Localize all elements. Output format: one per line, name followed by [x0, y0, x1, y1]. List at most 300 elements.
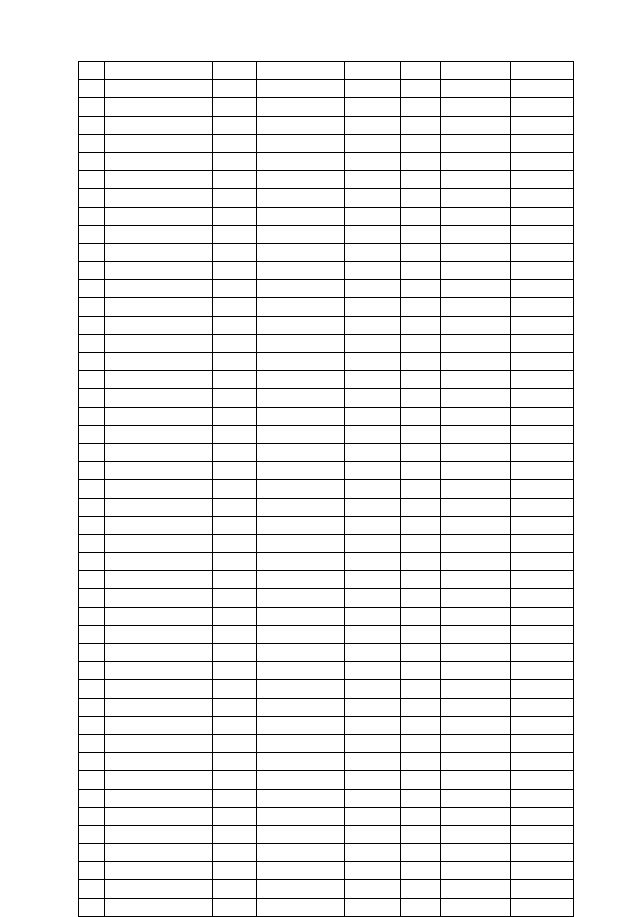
rate-cell	[441, 716, 511, 734]
row-number	[79, 298, 105, 316]
row-number	[79, 644, 105, 662]
cost-cell	[511, 844, 574, 862]
area-cell	[401, 516, 441, 534]
row-number	[79, 698, 105, 716]
cadastral-number	[105, 62, 213, 80]
land-plot-register-table	[78, 61, 574, 917]
table-body	[79, 62, 574, 917]
land-category-cell	[257, 771, 345, 789]
location-cell	[213, 753, 257, 771]
row-number	[79, 334, 105, 352]
area-cell	[401, 553, 441, 571]
row-number	[79, 771, 105, 789]
cost-cell	[511, 425, 574, 443]
row-number	[79, 171, 105, 189]
row-number	[79, 389, 105, 407]
cadastral-number	[105, 898, 213, 916]
permitted-use-cell	[345, 334, 401, 352]
row-number	[79, 662, 105, 680]
area-cell	[401, 898, 441, 916]
cost-cell	[511, 789, 574, 807]
permitted-use-cell	[345, 553, 401, 571]
row-number	[79, 825, 105, 843]
permitted-use-cell	[345, 443, 401, 461]
land-category-cell	[257, 625, 345, 643]
cadastral-number	[105, 407, 213, 425]
area-cell	[401, 825, 441, 843]
cadastral-number	[105, 607, 213, 625]
land-category-cell	[257, 116, 345, 134]
area-cell	[401, 789, 441, 807]
table-row	[79, 152, 574, 170]
cadastral-number	[105, 498, 213, 516]
permitted-use-cell	[345, 571, 401, 589]
cost-cell	[511, 225, 574, 243]
table-row	[79, 698, 574, 716]
cost-cell	[511, 262, 574, 280]
permitted-use-cell	[345, 807, 401, 825]
cadastral-number	[105, 334, 213, 352]
land-category-cell	[257, 171, 345, 189]
cost-cell	[511, 553, 574, 571]
permitted-use-cell	[345, 171, 401, 189]
cost-cell	[511, 371, 574, 389]
cadastral-number	[105, 262, 213, 280]
rate-cell	[441, 807, 511, 825]
location-cell	[213, 734, 257, 752]
table-row	[79, 516, 574, 534]
cost-cell	[511, 443, 574, 461]
cost-cell	[511, 62, 574, 80]
permitted-use-cell	[345, 662, 401, 680]
permitted-use-cell	[345, 898, 401, 916]
permitted-use-cell	[345, 771, 401, 789]
land-category-cell	[257, 243, 345, 261]
cost-cell	[511, 353, 574, 371]
location-cell	[213, 862, 257, 880]
table-row	[79, 298, 574, 316]
area-cell	[401, 134, 441, 152]
land-category-cell	[257, 662, 345, 680]
cost-cell	[511, 589, 574, 607]
cost-cell	[511, 898, 574, 916]
permitted-use-cell	[345, 716, 401, 734]
cadastral-number	[105, 298, 213, 316]
location-cell	[213, 625, 257, 643]
cadastral-number	[105, 716, 213, 734]
cost-cell	[511, 98, 574, 116]
rate-cell	[441, 243, 511, 261]
area-cell	[401, 698, 441, 716]
table-row	[79, 662, 574, 680]
row-number	[79, 207, 105, 225]
rate-cell	[441, 680, 511, 698]
permitted-use-cell	[345, 280, 401, 298]
row-number	[79, 316, 105, 334]
area-cell	[401, 862, 441, 880]
location-cell	[213, 680, 257, 698]
rate-cell	[441, 425, 511, 443]
rate-cell	[441, 753, 511, 771]
row-number	[79, 62, 105, 80]
cost-cell	[511, 625, 574, 643]
cost-cell	[511, 571, 574, 589]
table-row	[79, 407, 574, 425]
area-cell	[401, 298, 441, 316]
table-row	[79, 680, 574, 698]
land-category-cell	[257, 553, 345, 571]
table-row	[79, 607, 574, 625]
cost-cell	[511, 880, 574, 898]
row-number	[79, 80, 105, 98]
permitted-use-cell	[345, 607, 401, 625]
row-number	[79, 789, 105, 807]
rate-cell	[441, 880, 511, 898]
cost-cell	[511, 734, 574, 752]
location-cell	[213, 771, 257, 789]
permitted-use-cell	[345, 825, 401, 843]
rate-cell	[441, 662, 511, 680]
permitted-use-cell	[345, 862, 401, 880]
table-row	[79, 789, 574, 807]
rate-cell	[441, 516, 511, 534]
location-cell	[213, 62, 257, 80]
cost-cell	[511, 152, 574, 170]
row-number	[79, 425, 105, 443]
location-cell	[213, 880, 257, 898]
land-category-cell	[257, 425, 345, 443]
area-cell	[401, 407, 441, 425]
row-number	[79, 880, 105, 898]
area-cell	[401, 280, 441, 298]
permitted-use-cell	[345, 462, 401, 480]
land-category-cell	[257, 152, 345, 170]
cadastral-number	[105, 880, 213, 898]
rate-cell	[441, 389, 511, 407]
cadastral-number	[105, 425, 213, 443]
table-row	[79, 62, 574, 80]
land-category-cell	[257, 607, 345, 625]
cost-cell	[511, 644, 574, 662]
location-cell	[213, 152, 257, 170]
cadastral-number	[105, 134, 213, 152]
cadastral-number	[105, 353, 213, 371]
land-category-cell	[257, 753, 345, 771]
cost-cell	[511, 498, 574, 516]
location-cell	[213, 334, 257, 352]
rate-cell	[441, 553, 511, 571]
land-category-cell	[257, 825, 345, 843]
land-category-cell	[257, 262, 345, 280]
table-row	[79, 80, 574, 98]
permitted-use-cell	[345, 262, 401, 280]
land-category-cell	[257, 698, 345, 716]
row-number	[79, 353, 105, 371]
land-category-cell	[257, 134, 345, 152]
row-number	[79, 262, 105, 280]
table-row	[79, 553, 574, 571]
cadastral-number	[105, 243, 213, 261]
cadastral-number	[105, 480, 213, 498]
cadastral-number	[105, 644, 213, 662]
location-cell	[213, 716, 257, 734]
cadastral-number	[105, 443, 213, 461]
cost-cell	[511, 680, 574, 698]
land-category-cell	[257, 734, 345, 752]
cost-cell	[511, 607, 574, 625]
location-cell	[213, 280, 257, 298]
rate-cell	[441, 407, 511, 425]
rate-cell	[441, 134, 511, 152]
rate-cell	[441, 898, 511, 916]
rate-cell	[441, 607, 511, 625]
cadastral-number	[105, 371, 213, 389]
cadastral-number	[105, 516, 213, 534]
location-cell	[213, 662, 257, 680]
location-cell	[213, 134, 257, 152]
table-row	[79, 734, 574, 752]
location-cell	[213, 462, 257, 480]
table-row	[79, 134, 574, 152]
permitted-use-cell	[345, 207, 401, 225]
table-row	[79, 316, 574, 334]
table-row	[79, 225, 574, 243]
area-cell	[401, 716, 441, 734]
permitted-use-cell	[345, 789, 401, 807]
rate-cell	[441, 462, 511, 480]
table-row	[79, 898, 574, 916]
cadastral-number	[105, 844, 213, 862]
land-category-cell	[257, 589, 345, 607]
table-row	[79, 443, 574, 461]
rate-cell	[441, 443, 511, 461]
rate-cell	[441, 116, 511, 134]
area-cell	[401, 425, 441, 443]
location-cell	[213, 225, 257, 243]
table-row	[79, 280, 574, 298]
rate-cell	[441, 825, 511, 843]
cadastral-number	[105, 534, 213, 552]
row-number	[79, 462, 105, 480]
area-cell	[401, 262, 441, 280]
row-number	[79, 898, 105, 916]
land-category-cell	[257, 534, 345, 552]
location-cell	[213, 553, 257, 571]
row-number	[79, 152, 105, 170]
cadastral-number	[105, 571, 213, 589]
cadastral-number	[105, 207, 213, 225]
rate-cell	[441, 80, 511, 98]
row-number	[79, 116, 105, 134]
rate-cell	[441, 698, 511, 716]
location-cell	[213, 571, 257, 589]
rate-cell	[441, 644, 511, 662]
cost-cell	[511, 462, 574, 480]
table-row	[79, 171, 574, 189]
rate-cell	[441, 225, 511, 243]
table-row	[79, 498, 574, 516]
land-category-cell	[257, 571, 345, 589]
permitted-use-cell	[345, 243, 401, 261]
area-cell	[401, 771, 441, 789]
rate-cell	[441, 625, 511, 643]
cost-cell	[511, 389, 574, 407]
location-cell	[213, 516, 257, 534]
cadastral-number	[105, 589, 213, 607]
permitted-use-cell	[345, 316, 401, 334]
land-category-cell	[257, 225, 345, 243]
row-number	[79, 589, 105, 607]
location-cell	[213, 425, 257, 443]
permitted-use-cell	[345, 134, 401, 152]
cadastral-number	[105, 189, 213, 207]
table-row	[79, 589, 574, 607]
location-cell	[213, 371, 257, 389]
area-cell	[401, 589, 441, 607]
land-category-cell	[257, 716, 345, 734]
cost-cell	[511, 534, 574, 552]
cost-cell	[511, 280, 574, 298]
rate-cell	[441, 789, 511, 807]
cadastral-number	[105, 771, 213, 789]
row-number	[79, 680, 105, 698]
table-row	[79, 625, 574, 643]
location-cell	[213, 480, 257, 498]
area-cell	[401, 116, 441, 134]
row-number	[79, 516, 105, 534]
land-category-cell	[257, 680, 345, 698]
area-cell	[401, 680, 441, 698]
cost-cell	[511, 243, 574, 261]
location-cell	[213, 644, 257, 662]
permitted-use-cell	[345, 880, 401, 898]
location-cell	[213, 607, 257, 625]
cadastral-number	[105, 316, 213, 334]
table-row	[79, 98, 574, 116]
area-cell	[401, 353, 441, 371]
area-cell	[401, 98, 441, 116]
table-row	[79, 334, 574, 352]
rate-cell	[441, 480, 511, 498]
row-number	[79, 407, 105, 425]
cadastral-number	[105, 825, 213, 843]
cost-cell	[511, 862, 574, 880]
area-cell	[401, 807, 441, 825]
row-number	[79, 498, 105, 516]
table-row	[79, 189, 574, 207]
rate-cell	[441, 152, 511, 170]
permitted-use-cell	[345, 534, 401, 552]
area-cell	[401, 607, 441, 625]
cadastral-number	[105, 98, 213, 116]
row-number	[79, 734, 105, 752]
cadastral-number	[105, 389, 213, 407]
area-cell	[401, 462, 441, 480]
location-cell	[213, 589, 257, 607]
location-cell	[213, 80, 257, 98]
cadastral-number	[105, 680, 213, 698]
cadastral-number	[105, 698, 213, 716]
permitted-use-cell	[345, 753, 401, 771]
location-cell	[213, 98, 257, 116]
cost-cell	[511, 171, 574, 189]
land-category-cell	[257, 807, 345, 825]
land-category-cell	[257, 298, 345, 316]
table-row	[79, 644, 574, 662]
table-row	[79, 716, 574, 734]
rate-cell	[441, 334, 511, 352]
table-row	[79, 807, 574, 825]
table-row	[79, 844, 574, 862]
land-category-cell	[257, 862, 345, 880]
land-category-cell	[257, 407, 345, 425]
table-row	[79, 880, 574, 898]
land-category-cell	[257, 80, 345, 98]
area-cell	[401, 316, 441, 334]
land-category-cell	[257, 443, 345, 461]
rate-cell	[441, 262, 511, 280]
cadastral-number	[105, 80, 213, 98]
land-category-cell	[257, 371, 345, 389]
area-cell	[401, 734, 441, 752]
permitted-use-cell	[345, 516, 401, 534]
row-number	[79, 716, 105, 734]
land-category-cell	[257, 480, 345, 498]
table-row	[79, 862, 574, 880]
cadastral-number	[105, 734, 213, 752]
rate-cell	[441, 371, 511, 389]
permitted-use-cell	[345, 680, 401, 698]
rate-cell	[441, 353, 511, 371]
area-cell	[401, 625, 441, 643]
permitted-use-cell	[345, 644, 401, 662]
cost-cell	[511, 207, 574, 225]
cost-cell	[511, 189, 574, 207]
cadastral-number	[105, 462, 213, 480]
land-category-cell	[257, 644, 345, 662]
table-row	[79, 116, 574, 134]
cost-cell	[511, 662, 574, 680]
location-cell	[213, 189, 257, 207]
land-category-cell	[257, 334, 345, 352]
cadastral-number	[105, 171, 213, 189]
row-number	[79, 280, 105, 298]
permitted-use-cell	[345, 116, 401, 134]
area-cell	[401, 389, 441, 407]
permitted-use-cell	[345, 298, 401, 316]
area-cell	[401, 171, 441, 189]
area-cell	[401, 571, 441, 589]
cost-cell	[511, 334, 574, 352]
rate-cell	[441, 189, 511, 207]
land-category-cell	[257, 189, 345, 207]
table-row	[79, 534, 574, 552]
rate-cell	[441, 316, 511, 334]
cost-cell	[511, 316, 574, 334]
row-number	[79, 807, 105, 825]
row-number	[79, 443, 105, 461]
row-number	[79, 189, 105, 207]
area-cell	[401, 498, 441, 516]
cost-cell	[511, 134, 574, 152]
row-number	[79, 225, 105, 243]
table-row	[79, 353, 574, 371]
cadastral-number	[105, 753, 213, 771]
area-cell	[401, 880, 441, 898]
permitted-use-cell	[345, 62, 401, 80]
row-number	[79, 571, 105, 589]
permitted-use-cell	[345, 480, 401, 498]
